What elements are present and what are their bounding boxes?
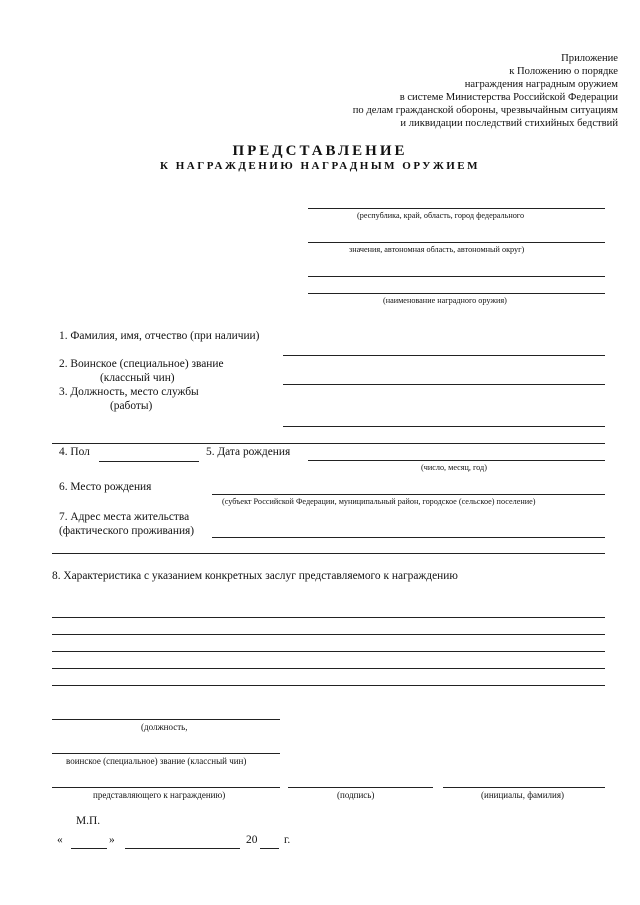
initials-caption: (инициалы, фамилия): [481, 790, 564, 800]
field-8-input-line-1[interactable]: [52, 617, 605, 618]
field-7-input-line-2[interactable]: [52, 553, 605, 554]
region-input-line-1[interactable]: [308, 208, 605, 209]
field-4-label: 4. Пол: [59, 446, 90, 458]
initials-input-line[interactable]: [443, 787, 605, 788]
field-7-label: 7. Адрес места жительства: [59, 511, 190, 523]
appendix-line: награждения наградным оружием: [464, 79, 618, 90]
field-1-label: 1. Фамилия, имя, отчество (при наличии): [59, 330, 260, 342]
field-4-input-line[interactable]: [99, 461, 199, 462]
stamp-label: М.П.: [76, 815, 101, 827]
field-3-input-line-1[interactable]: [283, 426, 605, 427]
weapon-input-line-1[interactable]: [308, 276, 605, 277]
appendix-line: в системе Министерства Российской Федерации: [399, 92, 618, 103]
region-input-line-2[interactable]: [308, 242, 605, 243]
appendix-line: по делам гражданской обороны, чрезвычайным ситуациям: [352, 105, 618, 116]
field-6-input-line[interactable]: [212, 494, 605, 495]
field-5-label: 5. Дата рождения: [206, 446, 291, 458]
weapon-caption: (наименование наградного оружия): [383, 296, 507, 305]
rank-input-line[interactable]: [52, 753, 280, 754]
field-8-input-line-2[interactable]: [52, 634, 605, 635]
position-input-line[interactable]: [52, 719, 280, 720]
document-title: ПРЕДСТАВЛЕНИЕ: [232, 143, 408, 159]
field-8-input-line-5[interactable]: [52, 685, 605, 686]
year-prefix: 20: [246, 834, 258, 846]
date-quote-close: »: [109, 834, 115, 846]
presenter-input-line[interactable]: [52, 787, 280, 788]
signature-caption: (подпись): [337, 790, 375, 800]
field-8-input-line-4[interactable]: [52, 668, 605, 669]
appendix-line: и ликвидации последствий стихийных бедствий: [400, 118, 618, 129]
field-1-input-line[interactable]: [283, 355, 605, 356]
month-input-line[interactable]: [125, 848, 240, 849]
field-7-sublabel: (фактического проживания): [59, 525, 195, 537]
birthplace-caption: (субъект Российской Федерации, муниципальный район, городское (сельское) поселение): [222, 497, 536, 506]
field-3-input-line-2[interactable]: [52, 443, 605, 444]
field-8-input-line-3[interactable]: [52, 651, 605, 652]
document-subtitle: К НАГРАЖДЕНИЮ НАГРАДНЫМ ОРУЖИЕМ: [159, 160, 481, 172]
appendix-line: Приложение: [561, 53, 618, 64]
field-6-label: 6. Место рождения: [59, 481, 152, 493]
field-8-label: 8. Характеристика с указанием конкретных заслуг представляемого к награждению: [52, 570, 458, 582]
region-caption-2: значения, автономная область, автономный округ): [349, 245, 525, 254]
date-quote-open: «: [57, 834, 63, 846]
rank-caption: воинское (специальное) звание (классный чин): [66, 756, 247, 766]
signature-input-line[interactable]: [288, 787, 433, 788]
year-input-line[interactable]: [260, 848, 279, 849]
field-5-input-line[interactable]: [308, 460, 605, 461]
region-caption-1: (республика, край, область, город федерального: [357, 211, 525, 220]
position-caption: (должность,: [141, 722, 188, 732]
day-input-line[interactable]: [71, 848, 107, 849]
appendix-line: к Положению о порядке: [509, 66, 618, 77]
field-7-input-line-1[interactable]: [212, 537, 605, 538]
field-3-sublabel: (работы): [110, 400, 153, 412]
dob-caption: (число, месяц, год): [421, 463, 487, 472]
field-2-input-line[interactable]: [283, 384, 605, 385]
field-3-label: 3. Должность, место службы: [59, 386, 199, 398]
presenter-caption: представляющего к награждению): [93, 790, 226, 800]
field-2-sublabel: (классный чин): [100, 372, 175, 384]
weapon-input-line-2[interactable]: [308, 293, 605, 294]
appendix-header: [353, 52, 618, 130]
year-suffix: г.: [284, 834, 291, 846]
field-2-label: 2. Воинское (специальное) звание: [59, 358, 224, 370]
